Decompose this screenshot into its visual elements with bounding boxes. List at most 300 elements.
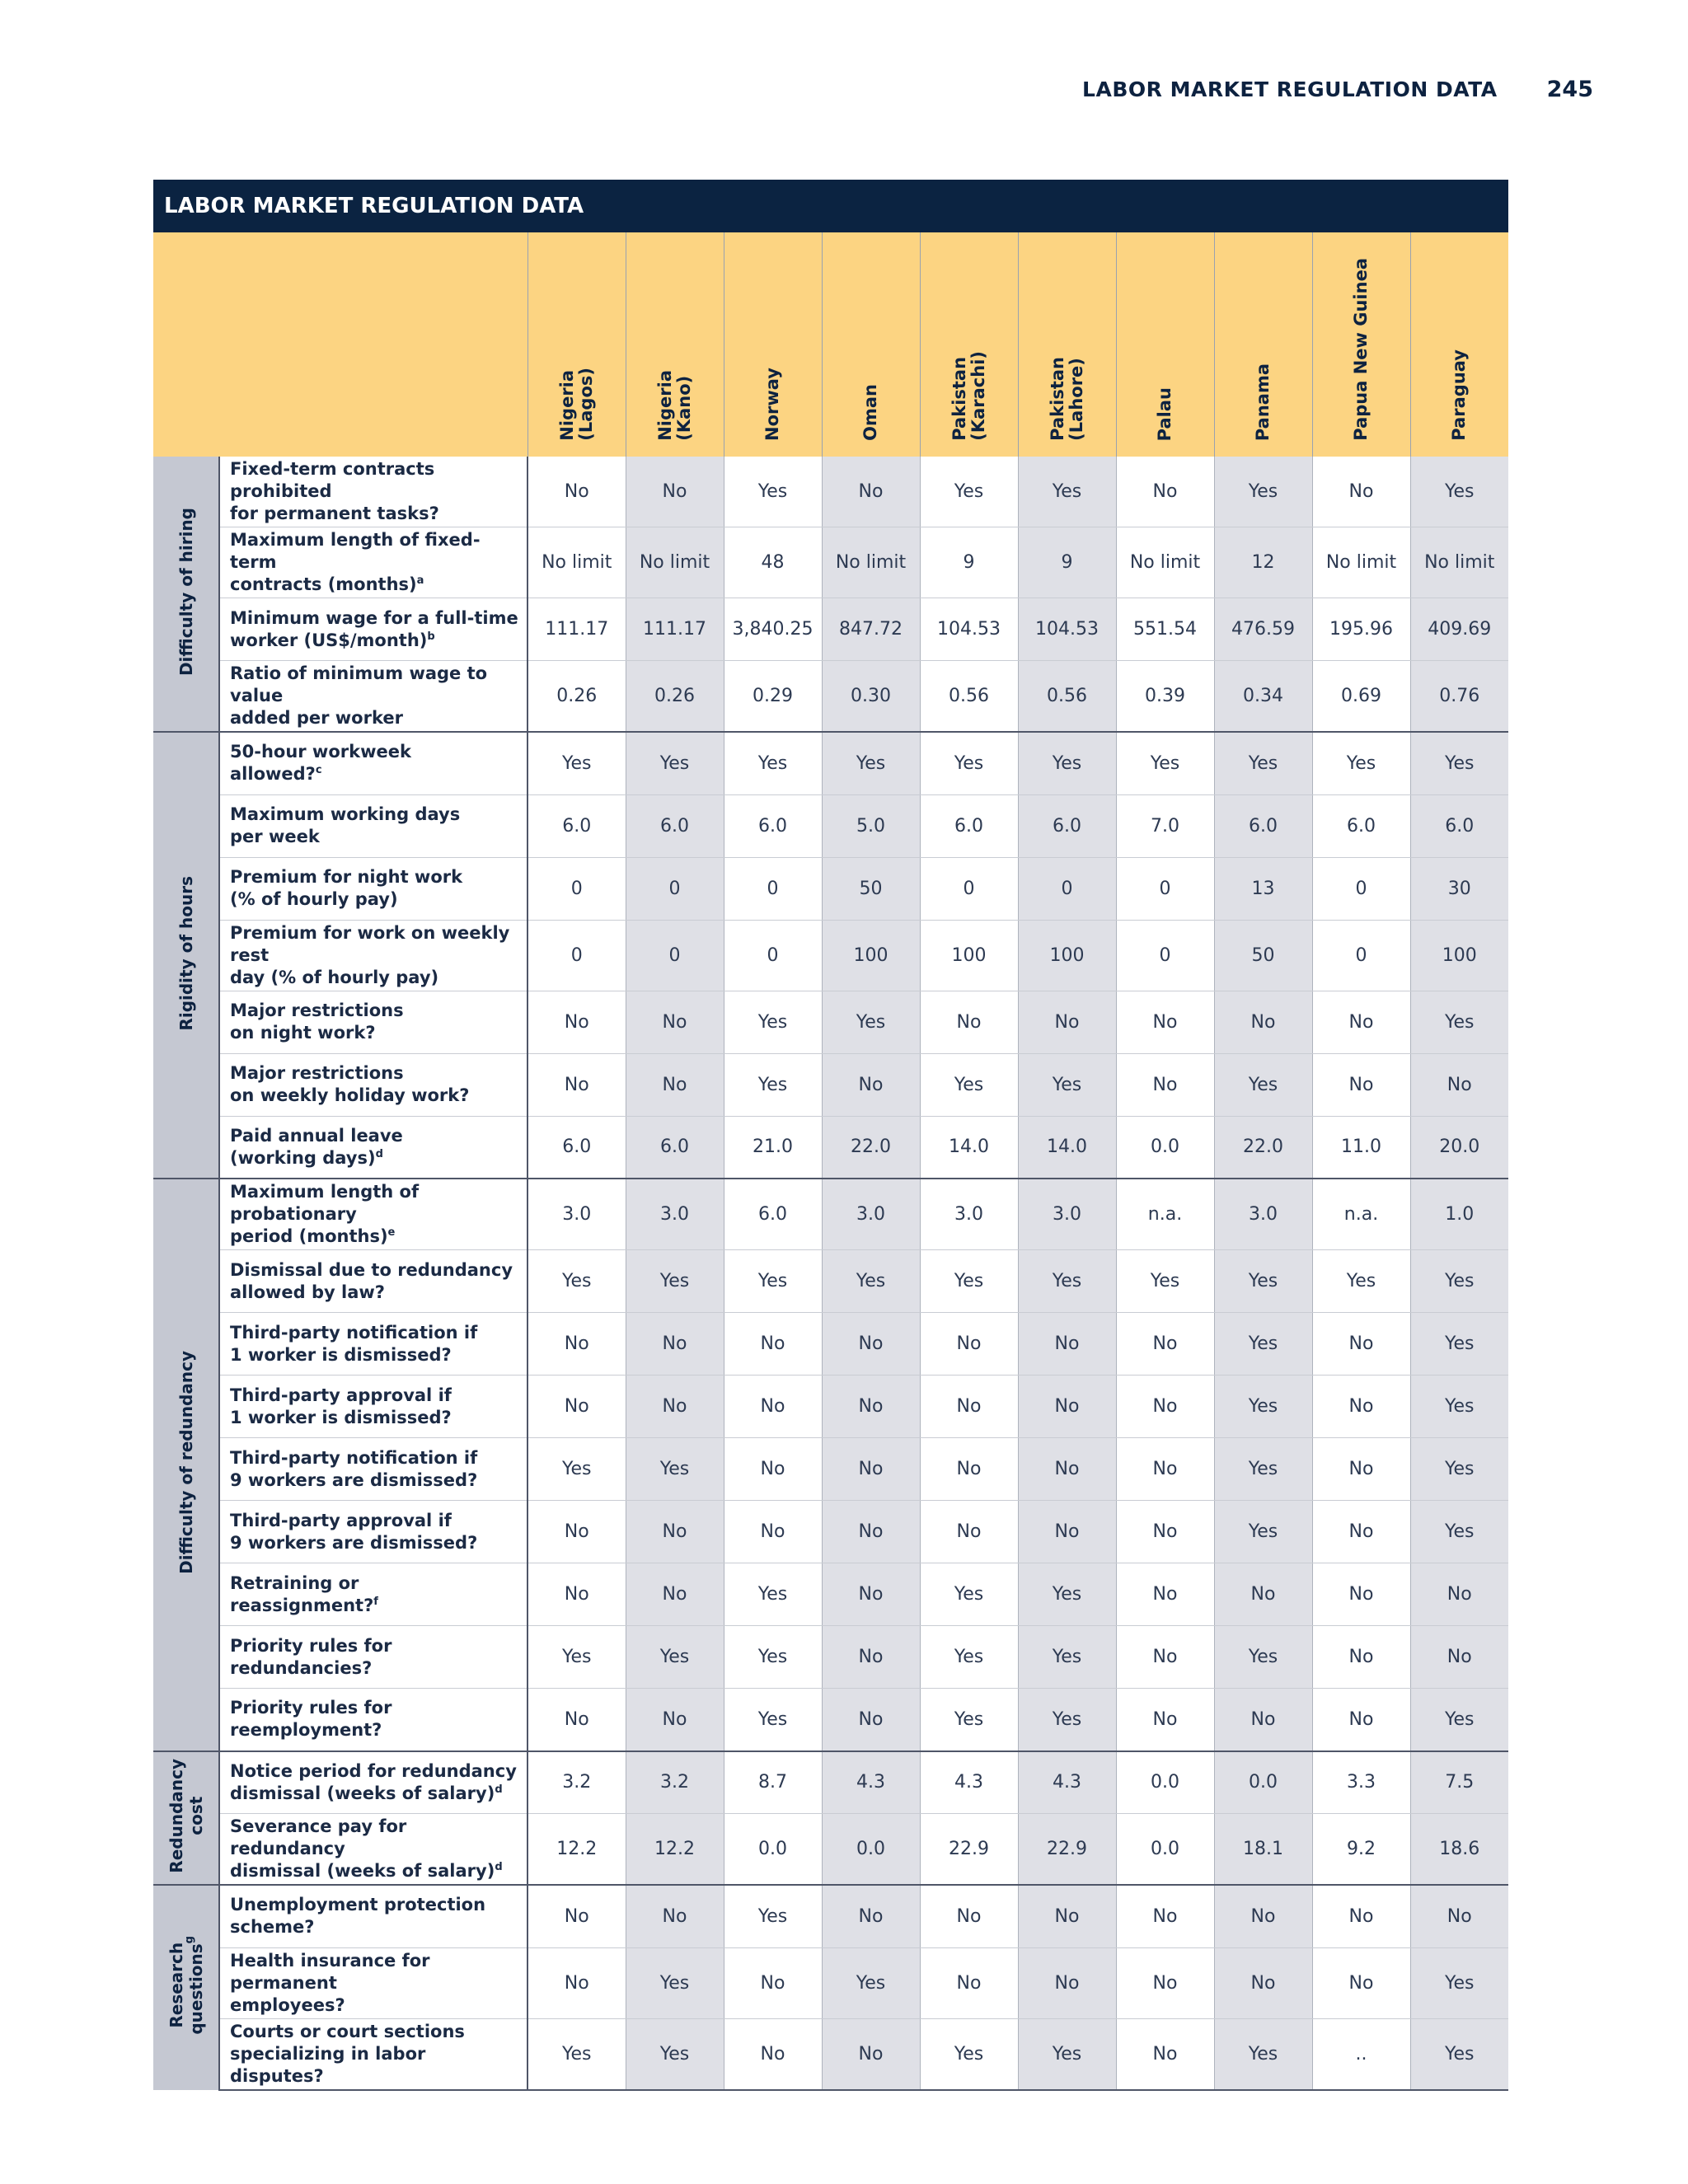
row-label — [219, 1116, 528, 1179]
column-header — [1116, 232, 1214, 457]
table-cell: 0 — [920, 857, 1018, 920]
table-cell: Yes — [626, 1947, 724, 2018]
table-cell: No — [1018, 1376, 1116, 1438]
column-header — [1312, 232, 1410, 457]
table-cell: 6.0 — [920, 794, 1018, 857]
table-cell: No — [1312, 1438, 1410, 1501]
section-name: Difficulty of hiring — [176, 507, 196, 677]
table-cell: No — [1410, 1053, 1508, 1116]
table-cell: No — [920, 1313, 1018, 1376]
table-cell: 6.0 — [1312, 794, 1410, 857]
table-cell: No — [1018, 1947, 1116, 2018]
table-cell: No — [822, 1626, 920, 1689]
table-cell: No — [1116, 457, 1214, 527]
column-header — [822, 232, 920, 457]
table-cell: Yes — [1410, 1438, 1508, 1501]
table-cell: Yes — [1312, 1250, 1410, 1313]
table-cell: 0 — [1116, 920, 1214, 991]
table-row — [153, 1053, 1508, 1116]
table-cell: No — [724, 1947, 822, 2018]
table-cell: No — [1214, 1689, 1312, 1751]
column-header — [1018, 232, 1116, 457]
table-cell: 0.26 — [626, 661, 724, 733]
table-cell: 0 — [626, 920, 724, 991]
table-cell: Yes — [920, 1563, 1018, 1626]
table-cell: 551.54 — [1116, 598, 1214, 661]
table-cell: 3.0 — [920, 1179, 1018, 1250]
table-cell: No — [1018, 1885, 1116, 1947]
table-cell: No — [1116, 1563, 1214, 1626]
table-cell: Yes — [626, 732, 724, 794]
row-label — [219, 794, 528, 857]
table-cell: No — [1312, 1626, 1410, 1689]
section-name: Research questions$^g$ — [166, 1936, 206, 2036]
table-cell: 6.0 — [724, 794, 822, 857]
table-row — [153, 661, 1508, 733]
row-label — [219, 1179, 528, 1250]
table-cell: 13 — [1214, 857, 1312, 920]
footnote-mark: d — [375, 1147, 383, 1160]
table-cell: Yes — [1116, 732, 1214, 794]
column-header-label: Paraguay — [1449, 349, 1470, 441]
table-cell: No limit — [822, 527, 920, 598]
table-cell: Yes — [1214, 1501, 1312, 1563]
table-row — [153, 598, 1508, 661]
table-cell: 0.76 — [1410, 661, 1508, 733]
table-cell: 30 — [1410, 857, 1508, 920]
table-cell: Yes — [1410, 457, 1508, 527]
section-name: Rigidity of hours — [176, 875, 196, 1031]
row-label-text: Minimum wage for a full-time worker (US$/month) — [230, 607, 518, 650]
table-cell: Yes — [920, 2018, 1018, 2090]
table-cell: No — [920, 1885, 1018, 1947]
table-cell: 0.26 — [528, 661, 626, 733]
table-cell: No — [822, 1689, 920, 1751]
table-cell: Yes — [626, 1250, 724, 1313]
table-cell: No — [822, 2018, 920, 2090]
table-cell: 3.2 — [626, 1751, 724, 1814]
row-label-text: Premium for work on weekly rest day (% of hourly pay) — [230, 922, 510, 987]
table-cell: 3.0 — [1214, 1179, 1312, 1250]
table-cell: No — [1116, 1438, 1214, 1501]
table-cell: Yes — [1214, 2018, 1312, 2090]
table-cell: No — [1116, 1626, 1214, 1689]
table-cell: Yes — [1116, 1250, 1214, 1313]
table-cell: No — [920, 1501, 1018, 1563]
labor-market-table — [153, 180, 1508, 2091]
table-cell: 100 — [920, 920, 1018, 991]
table-row — [153, 1376, 1508, 1438]
table-cell: 14.0 — [1018, 1116, 1116, 1179]
table-cell: n.a. — [1116, 1179, 1214, 1250]
table-cell: Yes — [1018, 1250, 1116, 1313]
table-cell: Yes — [1214, 457, 1312, 527]
table-cell: No — [528, 1689, 626, 1751]
table-body — [153, 457, 1508, 2090]
table-cell: No — [626, 1885, 724, 1947]
table-cell: No — [1116, 1689, 1214, 1751]
table-cell: Yes — [822, 732, 920, 794]
table-banner: LABOR MARKET REGULATION DATA — [153, 180, 1508, 232]
table-cell: Yes — [822, 1947, 920, 2018]
table-cell: 7.5 — [1410, 1751, 1508, 1814]
table-cell: No — [1410, 1626, 1508, 1689]
table-cell: 104.53 — [920, 598, 1018, 661]
table-cell: 6.0 — [1410, 794, 1508, 857]
table-cell: No — [920, 1438, 1018, 1501]
table-cell: No — [1312, 457, 1410, 527]
table-cell: No — [626, 457, 724, 527]
table-cell: Yes — [724, 1250, 822, 1313]
table-cell: 0.29 — [724, 661, 822, 733]
table-cell: Yes — [920, 1689, 1018, 1751]
table-cell: No limit — [1410, 527, 1508, 598]
table-cell: Yes — [1410, 732, 1508, 794]
table-cell: No limit — [528, 527, 626, 598]
table-cell: No — [724, 2018, 822, 2090]
table-cell: No — [822, 1563, 920, 1626]
table-row — [153, 991, 1508, 1053]
table-row — [153, 1179, 1508, 1250]
table-cell: 4.3 — [822, 1751, 920, 1814]
table-cell: No — [1214, 991, 1312, 1053]
table-cell: 4.3 — [1018, 1751, 1116, 1814]
table-cell: 0 — [724, 857, 822, 920]
table-cell: 48 — [724, 527, 822, 598]
row-label-text: Retraining or reassignment? — [230, 1572, 374, 1615]
column-header-label: Papua New Guinea — [1351, 258, 1371, 441]
table-cell: Yes — [1214, 1053, 1312, 1116]
table-cell: Yes — [528, 2018, 626, 2090]
column-header — [1410, 232, 1508, 457]
table-cell: Yes — [1410, 1947, 1508, 2018]
table-cell: No — [528, 1501, 626, 1563]
table-row — [153, 2018, 1508, 2090]
table-cell: Yes — [920, 1626, 1018, 1689]
column-header — [1214, 232, 1312, 457]
table-cell: Yes — [1018, 457, 1116, 527]
table-cell: 111.17 — [626, 598, 724, 661]
table-cell: 0 — [1116, 857, 1214, 920]
table-cell: No — [528, 1313, 626, 1376]
column-header — [920, 232, 1018, 457]
table-cell: No limit — [1116, 527, 1214, 598]
table-cell: 0 — [1312, 857, 1410, 920]
table-cell: Yes — [1410, 1250, 1508, 1313]
table-row — [153, 1313, 1508, 1376]
table-cell: No — [920, 991, 1018, 1053]
table-cell: Yes — [1312, 732, 1410, 794]
table-cell: Yes — [1410, 1376, 1508, 1438]
table-cell: 4.3 — [920, 1751, 1018, 1814]
row-label-text: Premium for night work (% of hourly pay) — [230, 867, 463, 909]
running-header-title: LABOR MARKET REGULATION DATA — [1082, 77, 1498, 101]
table-cell: 104.53 — [1018, 598, 1116, 661]
table-cell: Yes — [1410, 991, 1508, 1053]
table-cell: Yes — [528, 1250, 626, 1313]
table-cell: Yes — [1410, 1313, 1508, 1376]
row-label — [219, 527, 528, 598]
row-label — [219, 1313, 528, 1376]
row-label — [219, 1626, 528, 1689]
header-blank — [153, 232, 528, 457]
row-label — [219, 2018, 528, 2090]
table-cell: 6.0 — [528, 1116, 626, 1179]
row-label-text: Notice period for redundancy dismissal (weeks of salary) — [230, 1760, 517, 1803]
table-row — [153, 527, 1508, 598]
table-cell: 0.0 — [1116, 1751, 1214, 1814]
row-label — [219, 920, 528, 991]
table-row — [153, 1689, 1508, 1751]
section-label — [153, 1751, 219, 1886]
row-label — [219, 1814, 528, 1886]
table-cell: 22.9 — [920, 1814, 1018, 1886]
table-cell: 3.3 — [1312, 1751, 1410, 1814]
table-cell: 0 — [626, 857, 724, 920]
row-label-text: Unemployment protection scheme? — [230, 1895, 486, 1938]
table-cell: 8.7 — [724, 1751, 822, 1814]
section-label — [153, 457, 219, 732]
table-row — [153, 1501, 1508, 1563]
table-cell: 6.0 — [626, 1116, 724, 1179]
table-cell: 3.0 — [822, 1179, 920, 1250]
footnote-mark: d — [495, 1861, 503, 1873]
column-header — [724, 232, 822, 457]
table-cell: No — [724, 1376, 822, 1438]
table-cell: Yes — [1214, 1376, 1312, 1438]
table-cell: No — [626, 991, 724, 1053]
table-cell: No — [1410, 1885, 1508, 1947]
table-cell: 6.0 — [724, 1179, 822, 1250]
table-cell: Yes — [920, 732, 1018, 794]
table-cell: No — [528, 991, 626, 1053]
table-cell: No — [626, 1501, 724, 1563]
row-label-text: Maximum length of fixed-term contracts (months) — [230, 530, 481, 594]
table-cell: 0 — [528, 857, 626, 920]
table-cell: No — [822, 1501, 920, 1563]
table-cell: No — [1116, 1947, 1214, 2018]
footnote-mark: d — [495, 1783, 503, 1796]
table-cell: No — [1116, 1376, 1214, 1438]
table-row — [153, 1250, 1508, 1313]
table-cell: Yes — [1214, 732, 1312, 794]
table-cell: No — [920, 1376, 1018, 1438]
table-cell: 0.69 — [1312, 661, 1410, 733]
table-row — [153, 1438, 1508, 1501]
table-cell: 0 — [1018, 857, 1116, 920]
table-cell: 18.6 — [1410, 1814, 1508, 1886]
table-cell: 111.17 — [528, 598, 626, 661]
table-row — [153, 1947, 1508, 2018]
column-header-row — [153, 232, 1508, 457]
table-cell: 6.0 — [626, 794, 724, 857]
table-cell: No — [1312, 1563, 1410, 1626]
table-row — [153, 794, 1508, 857]
table-cell: No — [1214, 1947, 1312, 2018]
table-cell: Yes — [1018, 2018, 1116, 2090]
table-cell: 0 — [1312, 920, 1410, 991]
table-cell: Yes — [1214, 1313, 1312, 1376]
table-cell: 0 — [528, 920, 626, 991]
footnote-mark: b — [427, 630, 435, 643]
table-cell: No — [1312, 1053, 1410, 1116]
table-cell: Yes — [626, 1438, 724, 1501]
footnote-mark: e — [387, 1226, 396, 1239]
row-label — [219, 1376, 528, 1438]
table-cell: No — [920, 1947, 1018, 2018]
table-cell: 22.0 — [1214, 1116, 1312, 1179]
running-header — [1082, 74, 1593, 104]
row-label-text: Dismissal due to redundancy allowed by law? — [230, 1259, 513, 1302]
row-label — [219, 1438, 528, 1501]
section-name: Redundancy cost — [166, 1758, 206, 1873]
table-cell: 22.9 — [1018, 1814, 1116, 1886]
table-cell: 18.1 — [1214, 1814, 1312, 1886]
table-cell: Yes — [724, 1689, 822, 1751]
row-label-text: Priority rules for reemployment? — [230, 1698, 392, 1741]
table-row — [153, 457, 1508, 527]
table-cell: No — [1116, 1053, 1214, 1116]
table-cell: 0 — [724, 920, 822, 991]
row-label — [219, 1563, 528, 1626]
table-row — [153, 1814, 1508, 1886]
section-footnote-mark: g — [182, 1936, 195, 1944]
row-label — [219, 1689, 528, 1751]
table-cell: 12 — [1214, 527, 1312, 598]
table-cell: No — [528, 1885, 626, 1947]
table-cell: Yes — [822, 1250, 920, 1313]
table-cell: No — [626, 1376, 724, 1438]
table-cell: No — [1018, 991, 1116, 1053]
column-header — [528, 232, 626, 457]
table-cell: 50 — [1214, 920, 1312, 991]
table-cell: No — [1018, 1501, 1116, 1563]
row-label-text: Major restrictions on weekly holiday work? — [230, 1063, 470, 1105]
table-cell: No — [724, 1438, 822, 1501]
table-cell: Yes — [724, 1626, 822, 1689]
table-cell: Yes — [626, 2018, 724, 2090]
table-cell: 11.0 — [1312, 1116, 1410, 1179]
table-cell: No — [626, 1313, 724, 1376]
table-cell: Yes — [724, 1053, 822, 1116]
footnote-mark: f — [373, 1595, 378, 1608]
page-number: 245 — [1546, 76, 1593, 102]
row-label-text: Major restrictions on night work? — [230, 1001, 404, 1043]
table-row — [153, 1885, 1508, 1947]
table-cell: Yes — [724, 1563, 822, 1626]
table-cell: Yes — [528, 732, 626, 794]
section-label — [153, 1179, 219, 1751]
table-cell: No limit — [626, 527, 724, 598]
row-label-text: Ratio of minimum wage to value added per worker — [230, 663, 488, 728]
table-cell: 0.0 — [1214, 1751, 1312, 1814]
section-label — [153, 1885, 219, 2090]
column-header-label: Oman — [860, 384, 880, 441]
table-cell: 9.2 — [1312, 1814, 1410, 1886]
table-cell: 3.2 — [528, 1751, 626, 1814]
table-cell: 0.0 — [1116, 1814, 1214, 1886]
table-cell: 6.0 — [1018, 794, 1116, 857]
table-cell: No — [528, 457, 626, 527]
table-cell: 3.0 — [528, 1179, 626, 1250]
table-cell: 0.0 — [724, 1814, 822, 1886]
table-cell: Yes — [1214, 1250, 1312, 1313]
table-cell: No — [1312, 1501, 1410, 1563]
table-cell: 12.2 — [626, 1814, 724, 1886]
table-row — [153, 857, 1508, 920]
table-cell: Yes — [724, 732, 822, 794]
table-cell: No — [1018, 1438, 1116, 1501]
data-grid — [153, 232, 1508, 2091]
row-label-text: Priority rules for redundancies? — [230, 1635, 392, 1678]
table-cell: 0.34 — [1214, 661, 1312, 733]
table-cell: No — [528, 1563, 626, 1626]
table-cell: 0.0 — [1116, 1116, 1214, 1179]
row-label-text: Third-party notification if 9 workers are dismissed? — [230, 1447, 478, 1490]
row-label — [219, 732, 528, 794]
table-cell: No — [626, 1053, 724, 1116]
table-cell: No — [1214, 1563, 1312, 1626]
table-cell: No — [1312, 1885, 1410, 1947]
table-cell: No — [528, 1053, 626, 1116]
table-cell: No — [1116, 1885, 1214, 1947]
table-cell: No — [1312, 1947, 1410, 2018]
table-cell: Yes — [1018, 1626, 1116, 1689]
table-cell: Yes — [528, 1626, 626, 1689]
row-label — [219, 1250, 528, 1313]
table-cell: Yes — [1214, 1626, 1312, 1689]
table-cell: No — [626, 1563, 724, 1626]
table-cell: 9 — [920, 527, 1018, 598]
table-cell: Yes — [626, 1626, 724, 1689]
table-cell: 50 — [822, 857, 920, 920]
row-label — [219, 457, 528, 527]
table-row — [153, 732, 1508, 794]
section-name: Difficulty of redundancy — [176, 1351, 196, 1575]
row-label-text: 50-hour workweek allowed? — [230, 742, 411, 785]
table-cell: .. — [1312, 2018, 1410, 2090]
table-cell: No — [822, 1376, 920, 1438]
table-cell: 22.0 — [822, 1116, 920, 1179]
table-cell: No — [822, 1053, 920, 1116]
table-cell: 100 — [822, 920, 920, 991]
table-cell: Yes — [724, 457, 822, 527]
row-label-text: Severance pay for redundancy dismissal (weeks of salary) — [230, 1816, 495, 1881]
column-header-label: Palau — [1155, 387, 1175, 441]
table-cell: 14.0 — [920, 1116, 1018, 1179]
table-cell: Yes — [1410, 1501, 1508, 1563]
row-label-text: Third-party approval if 9 workers are dismissed? — [230, 1510, 478, 1553]
row-label — [219, 1885, 528, 1947]
table-cell: Yes — [1410, 2018, 1508, 2090]
table-cell: Yes — [822, 991, 920, 1053]
table-cell: 0.0 — [822, 1814, 920, 1886]
row-label — [219, 1501, 528, 1563]
row-label-text: Third-party notification if 1 worker is dismissed? — [230, 1322, 478, 1365]
table-cell: 100 — [1410, 920, 1508, 991]
table-cell: Yes — [1018, 732, 1116, 794]
row-label-text: Paid annual leave (working days) — [230, 1125, 403, 1168]
table-cell: No — [822, 457, 920, 527]
table-cell: No — [822, 1885, 920, 1947]
table-cell: No — [1312, 1689, 1410, 1751]
table-cell: 847.72 — [822, 598, 920, 661]
table-cell: 3.0 — [626, 1179, 724, 1250]
row-label-text: Fixed-term contracts prohibited for permanent tasks? — [230, 459, 439, 523]
table-cell: Yes — [1410, 1689, 1508, 1751]
row-label — [219, 1947, 528, 2018]
table-row — [153, 1751, 1508, 1814]
